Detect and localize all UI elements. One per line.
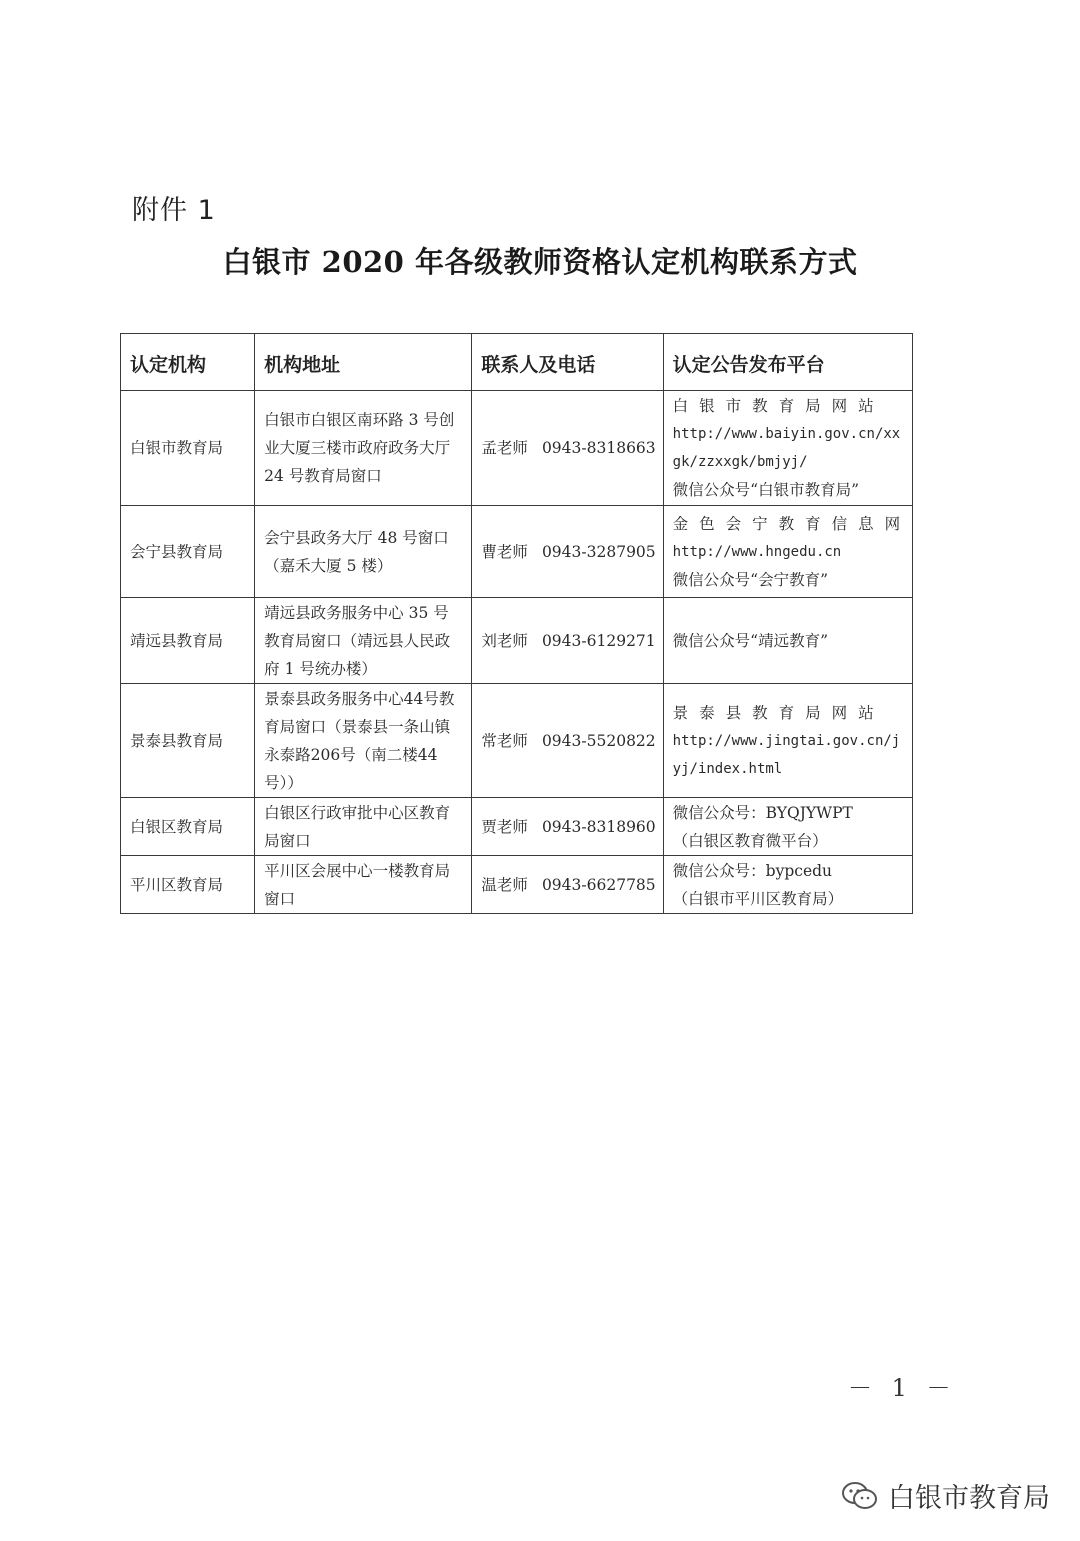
platform-url[interactable]: http://www.jingtai.gov.cn/jyj/index.html	[672, 732, 901, 777]
table-row	[121, 684, 913, 798]
address-cell: 平川区会展中心一楼教育局窗口	[255, 856, 472, 914]
platform-wechat: 微信公众号：bypcedu	[672, 861, 833, 880]
address-cell: 会宁县政务大厅 48 号窗口（嘉禾大厦 5 楼）	[255, 506, 472, 598]
watermark-text: 白银市教育局	[888, 1483, 1050, 1514]
platform-url[interactable]: http://www.hngedu.cn	[672, 543, 842, 560]
platform-url[interactable]: http://www.baiyin.gov.cn/xxgk/zzxxgk/bmjyj/	[672, 426, 901, 470]
platform-cell	[663, 598, 912, 684]
contact-phone: 0943-8318960	[541, 817, 656, 836]
platform-wechat-note: （白银区教育微平台）	[672, 831, 828, 850]
contact-name: 曹老师	[481, 542, 528, 561]
contact-name: 常老师	[481, 731, 528, 750]
platform-cell	[663, 391, 912, 506]
agency-cell: 白银区教育局	[121, 798, 255, 856]
contact-cell	[472, 391, 663, 506]
contact-table	[120, 333, 913, 914]
contact-cell	[472, 798, 663, 856]
table-row	[121, 798, 913, 856]
address-cell: 景泰县政务服务中心44号教育局窗口（景泰县一条山镇永泰路206号（南二楼44号））	[255, 684, 472, 798]
address-cell: 白银市白银区南环路 3 号创业大厦三楼市政府政务大厅 24 号教育局窗口	[255, 391, 472, 506]
platform-wechat: 微信公众号“白银市教育局”	[672, 481, 860, 499]
table-row	[121, 391, 913, 506]
platform-cell	[663, 798, 912, 856]
contact-phone: 0943-6627785	[541, 875, 656, 894]
platform-wechat: 微信公众号“会宁教育”	[672, 570, 829, 589]
agency-cell: 平川区教育局	[121, 856, 255, 914]
platform-cell	[663, 684, 912, 798]
platform-wechat-note: （白银市平川区教育局）	[672, 889, 844, 908]
table-row	[121, 506, 913, 598]
platform-website-name: 景泰县教育局网站	[672, 703, 885, 722]
platform-website-name: 金色会宁教育信息网	[672, 514, 912, 533]
contact-name: 贾老师	[481, 817, 528, 836]
contact-name: 温老师	[481, 875, 528, 894]
contact-phone: 0943-3287905	[541, 542, 656, 561]
contact-phone: 0943-5520822	[541, 731, 656, 750]
header-contact: 联系人及电话	[472, 334, 663, 391]
platform-wechat: 微信公众号“靖远教育”	[672, 631, 829, 650]
header-address: 机构地址	[255, 334, 472, 391]
table-header-row	[121, 334, 913, 391]
document-title: 白银市 2020 年各级教师资格认定机构联系方式	[222, 245, 858, 279]
platform-wechat: 微信公众号：BYQJYWPT	[672, 803, 853, 822]
address-cell: 白银区行政审批中心区教育局窗口	[255, 798, 472, 856]
watermark	[840, 1476, 1050, 1515]
agency-cell: 白银市教育局	[121, 391, 255, 506]
address-cell: 靖远县政务服务中心 35 号教育局窗口（靖远县人民政府 1 号统办楼）	[255, 598, 472, 684]
agency-cell: 景泰县教育局	[121, 684, 255, 798]
contact-phone: 0943-8318663	[541, 439, 656, 457]
contact-cell	[472, 506, 663, 598]
platform-cell	[663, 856, 912, 914]
agency-cell: 会宁县教育局	[121, 506, 255, 598]
header-agency: 认定机构	[121, 334, 255, 391]
attachment-label: 附件 1	[132, 195, 216, 226]
contact-cell	[472, 684, 663, 798]
platform-website-name: 白银市教育局网站	[672, 397, 885, 415]
contact-name: 孟老师	[481, 439, 528, 457]
contact-phone: 0943-6129271	[541, 631, 656, 650]
wechat-icon	[840, 1479, 880, 1513]
contact-cell	[472, 598, 663, 684]
platform-cell	[663, 506, 912, 598]
page-number: － 1 －	[848, 1374, 957, 1402]
header-platform: 认定公告发布平台	[663, 334, 912, 391]
agency-cell: 靖远县教育局	[121, 598, 255, 684]
contact-cell	[472, 856, 663, 914]
contact-name: 刘老师	[481, 631, 528, 650]
table-row	[121, 598, 913, 684]
table-row	[121, 856, 913, 914]
